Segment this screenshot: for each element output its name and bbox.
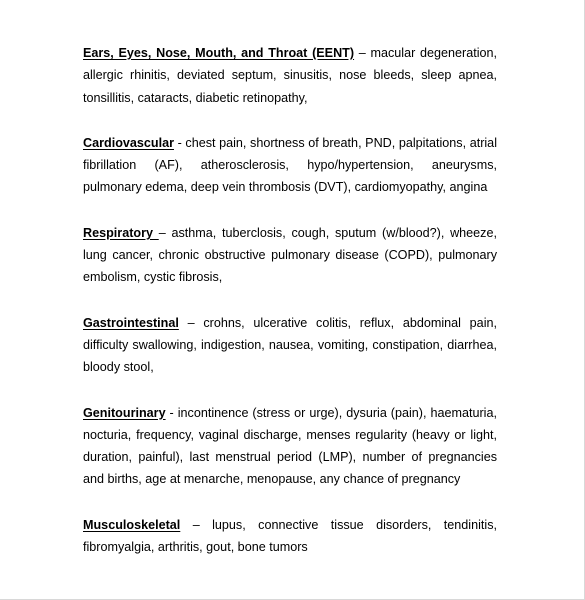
- section-gastrointestinal: [83, 312, 497, 379]
- document-content: [83, 42, 497, 581]
- section-body-musculoskeletal: – lupus, connective tissue disorders, tendinitis, fibromyalgia, arthritis, gout, bone tumors: [83, 517, 497, 555]
- section-body-eent: – macular degeneration, allergic rhinitis, deviated septum, sinusitis, nose bleeds, sleep apnea, tonsillitis, cataracts, diabetic retinopathy,: [83, 46, 498, 105]
- section-body-gastrointestinal: – crohns, ulcerative colitis, reflux, abdominal pain, difficulty swallowing, indigestion, nausea, vomiting, constipation, diarrhea, bloody stool,: [83, 315, 497, 375]
- section-heading-genitourinary: Genitourinary: [83, 405, 166, 420]
- section-body-cardiovascular: - chest pain, shortness of breath, PND, palpitations, atrial fibrillation (AF), atherosclerosis, hypo/hypertension, aneurysms, pulmonary edema, deep vein thrombosis (DVT), cardiomyopathy, angina: [83, 135, 497, 195]
- section-musculoskeletal: [83, 514, 497, 559]
- section-respiratory: [83, 222, 497, 289]
- section-body-genitourinary: - incontinence (stress or urge), dysuria (pain), haematuria, nocturia, frequency, vaginal discharge, menses regularity (heavy or light, duration, painful), last menstrual period (LMP), number of pregnancies and births, age at menarche, menopause, any chance of pregnancy: [83, 405, 497, 487]
- section-body-respiratory: – asthma, tuberclosis, cough, sputum (w/blood?), wheeze, lung cancer, chronic obstructive pulmonary disease (COPD), pulmonary embolism, cystic fibrosis,: [83, 225, 497, 285]
- section-heading-gastrointestinal: Gastrointestinal: [83, 315, 179, 330]
- section-genitourinary: [83, 402, 497, 491]
- section-heading-respiratory: Respiratory: [83, 225, 159, 240]
- section-eent: [83, 42, 497, 109]
- section-heading-eent: Ears, Eyes, Nose, Mouth, and Throat (EENT): [83, 46, 355, 60]
- section-heading-cardiovascular: Cardiovascular: [83, 135, 174, 150]
- section-heading-musculoskeletal: Musculoskeletal: [83, 517, 181, 532]
- section-cardiovascular: [83, 132, 497, 199]
